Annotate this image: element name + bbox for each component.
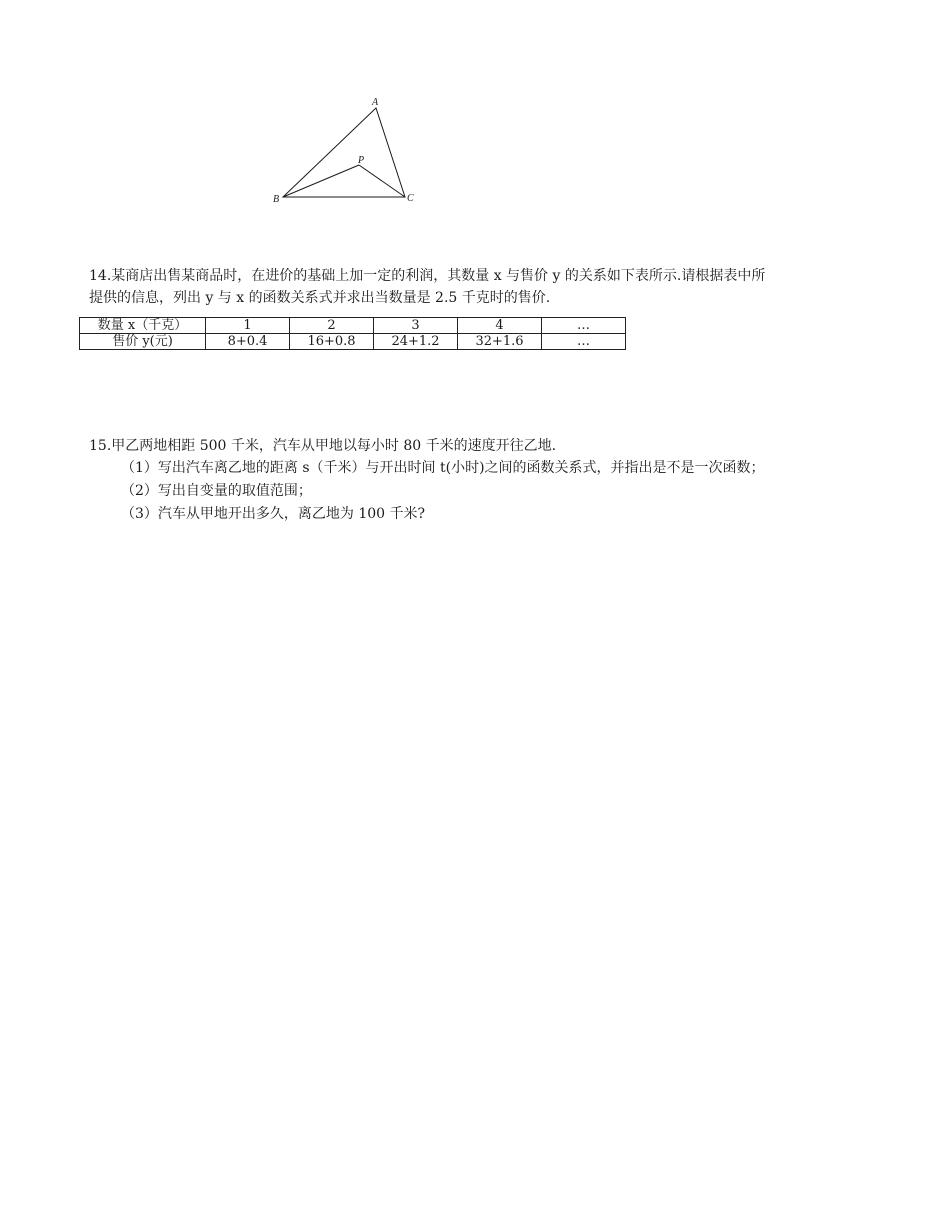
table-cell: 4	[458, 318, 542, 334]
question-15-part-1: （1）写出汽车离乙地的距离 s（千米）与开出时间 t(小时)之间的函数关系式，并指出是不是一次函数；	[121, 460, 765, 476]
question-14	[89, 265, 879, 309]
segment-pc	[359, 165, 405, 197]
table-cell: …	[542, 334, 626, 350]
segment-bp	[283, 165, 359, 197]
table-cell: 1	[206, 318, 290, 334]
table-cell: …	[542, 318, 626, 334]
triangle-figure	[262, 94, 432, 210]
quantity-price-table	[79, 317, 626, 350]
triangle-abc	[283, 108, 405, 197]
table-row-quantity	[80, 318, 626, 334]
question-15-stem: 15.甲乙两地相距 500 千米，汽车从甲地以每小时 80 千米的速度开往乙地.	[89, 438, 557, 454]
table-header-quantity: 数量 x（千克）	[80, 318, 206, 334]
table-cell: 2	[290, 318, 374, 334]
table-cell: 3	[374, 318, 458, 334]
triangle-diagram	[262, 94, 432, 210]
table-header-price: 售价 y(元)	[80, 334, 206, 350]
question-15	[89, 435, 879, 526]
table-cell: 24+1.2	[374, 334, 458, 350]
question-15-part-2: （2）写出自变量的取值范围；	[121, 483, 312, 499]
table-cell: 8+0.4	[206, 334, 290, 350]
vertex-label-c: C	[407, 193, 414, 204]
vertex-label-b: B	[273, 194, 280, 205]
vertex-label-a: A	[372, 97, 379, 108]
question-14-line-1: 14.某商店出售某商品时，在进价的基础上加一定的利润，其数量 x 与售价 y 的关系如下表所示.请根据表中所	[89, 268, 766, 284]
question-14-line-2: 提供的信息，列出 y 与 x 的函数关系式并求出当数量是 2.5 千克时的售价.	[89, 290, 551, 306]
point-label-p: P	[358, 155, 365, 166]
table-cell: 16+0.8	[290, 334, 374, 350]
question-15-part-3: （3）汽车从甲地开出多久，离乙地为 100 千米?	[121, 506, 426, 522]
question-15-parts	[89, 457, 879, 526]
table-cell: 32+1.6	[458, 334, 542, 350]
table-row-price	[80, 334, 626, 350]
